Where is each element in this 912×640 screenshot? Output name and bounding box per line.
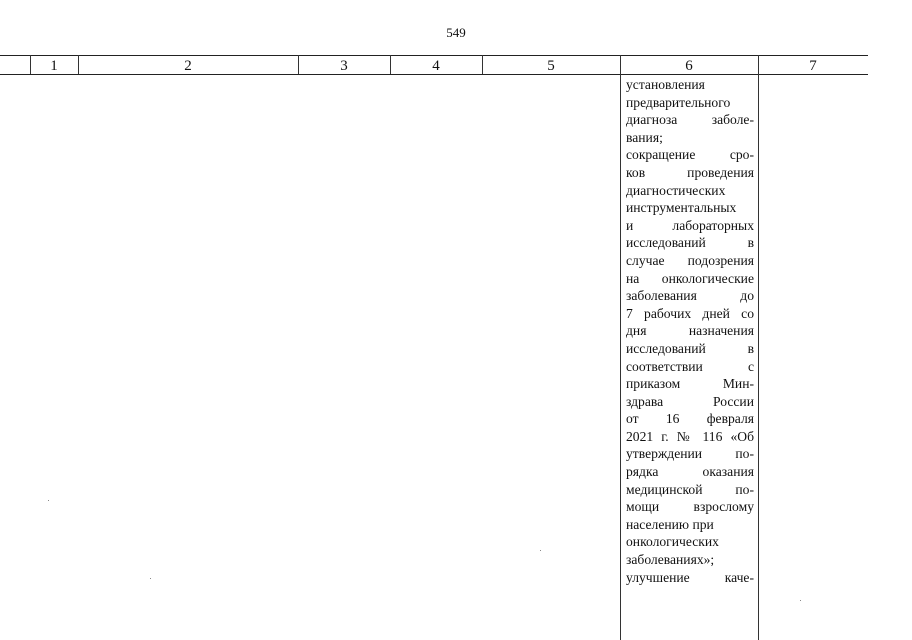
column-border <box>298 55 299 74</box>
cell-text-line: ков проведения <box>626 164 754 180</box>
cell-text-line: приказом Мин- <box>626 376 754 392</box>
table-header-row <box>0 55 868 75</box>
column-header-3: 3 <box>340 58 348 74</box>
cell-text-line: диагноза заболе- <box>626 112 754 128</box>
column-header-4: 4 <box>432 58 440 74</box>
column-border <box>482 55 483 74</box>
cell-text-line: онкологических <box>626 534 719 550</box>
cell-text-line: здрава России <box>626 393 754 409</box>
column-header-2: 2 <box>184 58 192 74</box>
cell-text-line: сокращение сро- <box>626 147 754 163</box>
scan-speck <box>150 578 151 579</box>
column-header-1: 1 <box>50 58 58 74</box>
column-header-6: 6 <box>685 58 693 74</box>
cell-text-line: 7 рабочих дней со <box>626 305 754 321</box>
column-border <box>390 55 391 74</box>
cell-text-line: 2021 г. № 116 «Об <box>626 428 754 444</box>
cell-text-line: заболевания до <box>626 288 754 304</box>
column-border <box>30 55 31 74</box>
cell-text-line: исследований в <box>626 340 754 356</box>
scan-speck <box>800 600 801 601</box>
cell-text-line: заболеваниях»; <box>626 552 715 568</box>
cell-text-line: утверждении по- <box>626 446 754 462</box>
cell-text-line: улучшение каче- <box>626 569 754 585</box>
cell-text-line: установления <box>626 77 705 92</box>
scan-speck <box>540 550 541 551</box>
cell-text-line: на онкологические <box>626 270 754 286</box>
cell-text-line: предварительного <box>626 94 731 110</box>
cell-text-line: медицинской по- <box>626 481 754 497</box>
cell-text-line: рядка оказания <box>626 464 754 480</box>
cell-text-line: исследований в <box>626 235 754 251</box>
column-header-7: 7 <box>809 58 817 74</box>
cell-text-line: населению при <box>626 516 714 532</box>
column-6-cell-text <box>626 76 754 586</box>
cell-text-line: вания; <box>626 129 663 145</box>
column-border <box>758 55 759 640</box>
cell-text-line: случае подозрения <box>626 252 754 268</box>
cell-text-line: дня назначения <box>626 323 754 339</box>
cell-text-line: мощи взрослому <box>626 499 754 515</box>
cell-text-line: и лабораторных <box>626 217 754 233</box>
cell-text-line: соответствии с <box>626 358 754 374</box>
cell-text-line: диагностических <box>626 182 726 198</box>
scan-speck <box>48 500 49 501</box>
page-number: 549 <box>446 25 466 40</box>
column-border <box>78 55 79 74</box>
cell-text-line: инструментальных <box>626 200 737 216</box>
cell-text-line: от 16 февраля <box>626 411 754 427</box>
column-header-5: 5 <box>547 58 555 74</box>
column-border <box>620 55 621 640</box>
